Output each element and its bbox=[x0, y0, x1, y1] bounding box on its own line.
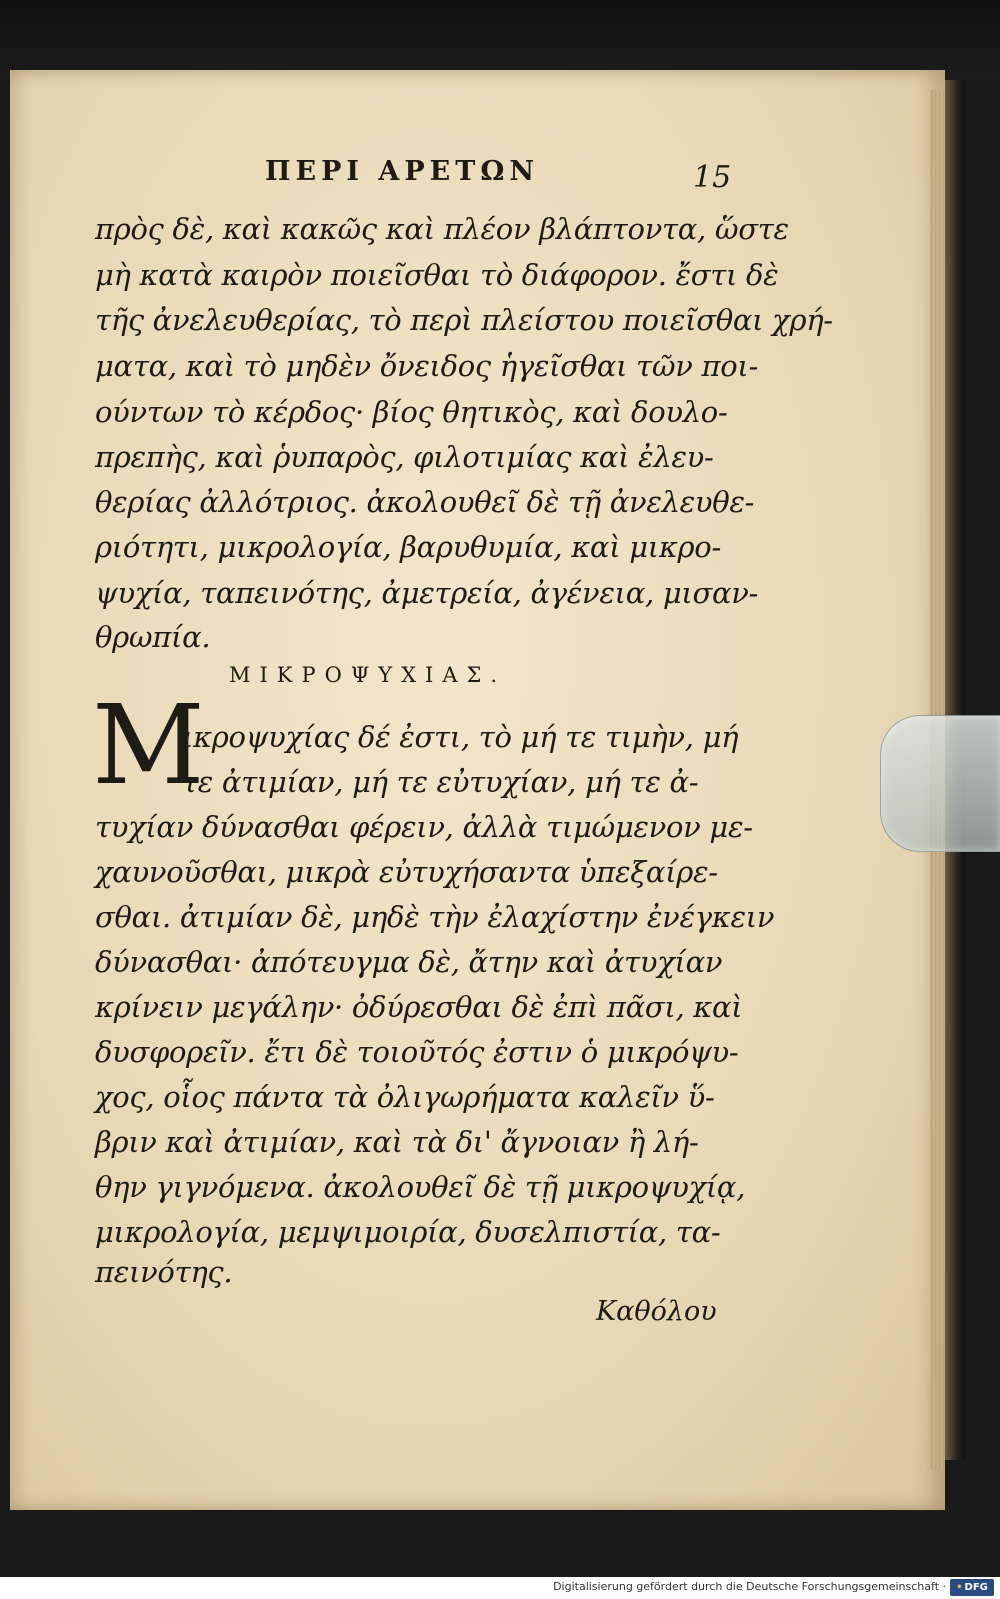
dfg-logo-text: DFG bbox=[964, 1582, 988, 1593]
section-line: τε ἀτιμίαν, μή τε εὐτυχίαν, μή τε ἀ- bbox=[182, 765, 699, 799]
section-line: χος, οἷος πάντα τὰ ὀλιγωρήματα καλεῖν ὕ- bbox=[95, 1080, 715, 1114]
section-heading: ΜΙΚΡΟΨΥΧΙΑΣ. bbox=[229, 663, 507, 687]
drop-cap-initial: Μ bbox=[92, 681, 205, 809]
scanner-backdrop bbox=[0, 0, 1000, 80]
section-line: θην γιγνόμενα. ἀκολουθεῖ δὲ τῇ μικροψυχίᾳ, bbox=[95, 1170, 746, 1204]
body-line: ριότητι, μικρολογία, βαρυθυμία, καὶ μικρο- bbox=[95, 530, 721, 564]
section-line: δύνασθαι· ἀπότευγμα δὲ, ἄτην καὶ ἀτυχίαν bbox=[95, 945, 723, 979]
body-line: θρωπία. bbox=[95, 620, 211, 654]
funding-credit: Digitalisierung gefördert durch die Deutsche Forschungsgemeinschaft · bbox=[553, 1580, 946, 1593]
section-line: σθαι. ἀτιμίαν δὲ, μηδὲ τὴν ἐλαχίστην ἐνέγκειν bbox=[95, 900, 775, 934]
section-line: χαυνοῦσθαι, μικρὰ εὐτυχήσαντα ὑπεξαίρε- bbox=[95, 855, 718, 889]
body-line: μὴ κατὰ καιρὸν ποιεῖσθαι τὸ διάφορον. ἔστι δὲ bbox=[95, 258, 779, 292]
section-line: μικρολογία, μεμψιμοιρία, δυσελπιστία, τα- bbox=[95, 1215, 721, 1249]
section-line: πεινότης. bbox=[95, 1255, 233, 1289]
body-line: πρεπὴς, καὶ ῥυπαρὸς, φιλοτιμίας καὶ ἐλευ- bbox=[95, 440, 714, 474]
body-line: ψυχία, ταπεινότης, ἀμετρεία, ἀγένεια, μισαν- bbox=[95, 576, 759, 610]
dfg-logo-icon: • DFG bbox=[950, 1579, 994, 1596]
section-line: κρίνειν μεγάλην· ὀδύρεσθαι δὲ ἐπὶ πᾶσι, καὶ bbox=[95, 990, 743, 1024]
page-holder-clip bbox=[880, 715, 1000, 852]
section-line: δυσφορεῖν. ἔτι δὲ τοιοῦτός ἐστιν ὁ μικρόψυ- bbox=[95, 1035, 739, 1069]
running-head-title: ΠΕΡΙ ΑΡΕΤΩΝ bbox=[265, 156, 540, 187]
body-line: θερίας ἀλλότριος. ἀκολουθεῖ δὲ τῇ ἀνελευθε- bbox=[95, 485, 755, 519]
section-line: ικροψυχίας δέ ἐστι, τὸ μή τε τιμὴν, μή bbox=[182, 720, 739, 754]
catchword: Καθόλου bbox=[596, 1296, 717, 1327]
footer-bar bbox=[0, 1577, 1000, 1599]
body-line: τῆς ἀνελευθερίας, τὸ περὶ πλείστου ποιεῖσθαι χρή- bbox=[95, 303, 833, 337]
page-number: 15 bbox=[693, 160, 732, 195]
body-line: πρὸς δὲ, καὶ κακῶς καὶ πλέον βλάπτοντα, ὥστε bbox=[95, 212, 789, 246]
section-line: βριν καὶ ἀτιμίαν, καὶ τὰ δι' ἄγνοιαν ἢ λή- bbox=[95, 1125, 699, 1159]
body-line: ματα, καὶ τὸ μηδὲν ὄνειδος ἡγεῖσθαι τῶν ποι- bbox=[95, 349, 758, 383]
section-line: τυχίαν δύνασθαι φέρειν, ἀλλὰ τιμώμενον με- bbox=[95, 810, 753, 844]
body-line: ούντων τὸ κέρδος· βίος θητικὸς, καὶ δουλο- bbox=[95, 395, 728, 429]
